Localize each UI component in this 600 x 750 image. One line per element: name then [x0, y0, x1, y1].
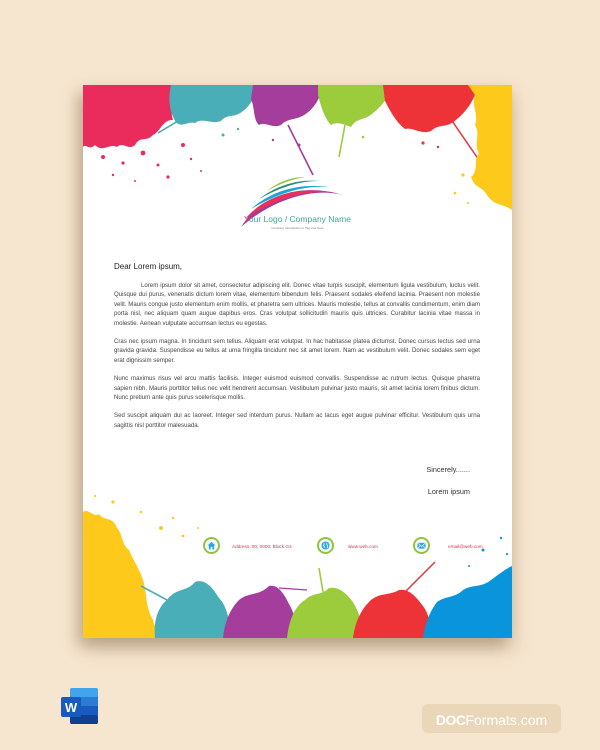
company-name-initial: Y [244, 214, 249, 224]
salutation: Dear Lorem ipsum, [114, 262, 183, 271]
paragraph-4: Sed suscipit aliquam dui ac laoreet. Integer sed interdum purus. Nullam ac lacus eget augue pulvinar efficitur. Vestibulum quis urna sagittis nisl porttitor malesuada. [114, 412, 480, 429]
paragraph-1: Lorem ipsum dolor sit amet, consectetur adipiscing elit. Donec vitae turpis suscipit, elementum ligula vestibulum, luctus velit. Quisque dui purus, venenatis dictum lorem vitae, elementum bibendum felis. Praesent sodales eleifend lacinia. Praesent non molestie velit. Mauris congue justo elementum enim mollis, et pharetra sem ultrices. Mauris molestie, tellus at convallis condimentum, enim diam porta nisl, nec aliquam quam augue dapibus eros. Cras volutpat sollicitudin mauris quis ultricies. Curabitur lacinia vitae massa in molestie. Aenean vulputate accumsan lectus eu egestas. [114, 282, 480, 327]
website-link[interactable]: www.web.com [348, 544, 378, 549]
letter-body [114, 262, 480, 439]
docformats-brand[interactable] [420, 702, 563, 735]
company-tagline: Company Introduction or Tag Line Here [271, 226, 324, 230]
company-name-rest: our Logo / Company Name [248, 214, 351, 224]
company-name [83, 214, 512, 224]
brand-bold: DOC [435, 712, 466, 728]
email-link[interactable]: email@web.com [448, 544, 483, 549]
word-icon-letter: W [64, 700, 78, 715]
paragraph-2: Cras nec ipsum magna. In tincidunt sem tellus. Aliquam erat volutpat. In hac habitasse platea dictumst. Donec cursus lectus sed urna gravida gravida. Suspendisse eu tellus at urna fringilla tincidunt nec sit amet lorem. Nam ac vestibulum velit. Donec sodales sem eget erat dignissim semper. [114, 338, 480, 364]
letterhead-page [83, 85, 512, 638]
bottom-paint-splash [83, 488, 512, 638]
brand-rest: Formats.com [465, 712, 548, 728]
address-text: Address, 00, 0000, Block G4 [232, 544, 292, 549]
paragraph-3: Nunc maximus risus vel arcu mattis facilisis. Integer euismod euismod convallis. Suspendisse ac rutrum lectus. Quisque pharetra sapien nibh. Mauris porttitor tellus nec velit hendrerit accumsan. Vestibulum pulvinar justo mauris, sit amet lacinia lorem finibus dictum. Nunc pretium ante quis purus scelerisque mollis. [114, 375, 480, 402]
closing: Sincerely....... [426, 465, 470, 474]
signature: Lorem ipsum [427, 487, 470, 496]
company-logo-graphic [233, 165, 363, 235]
word-icon [60, 686, 100, 726]
